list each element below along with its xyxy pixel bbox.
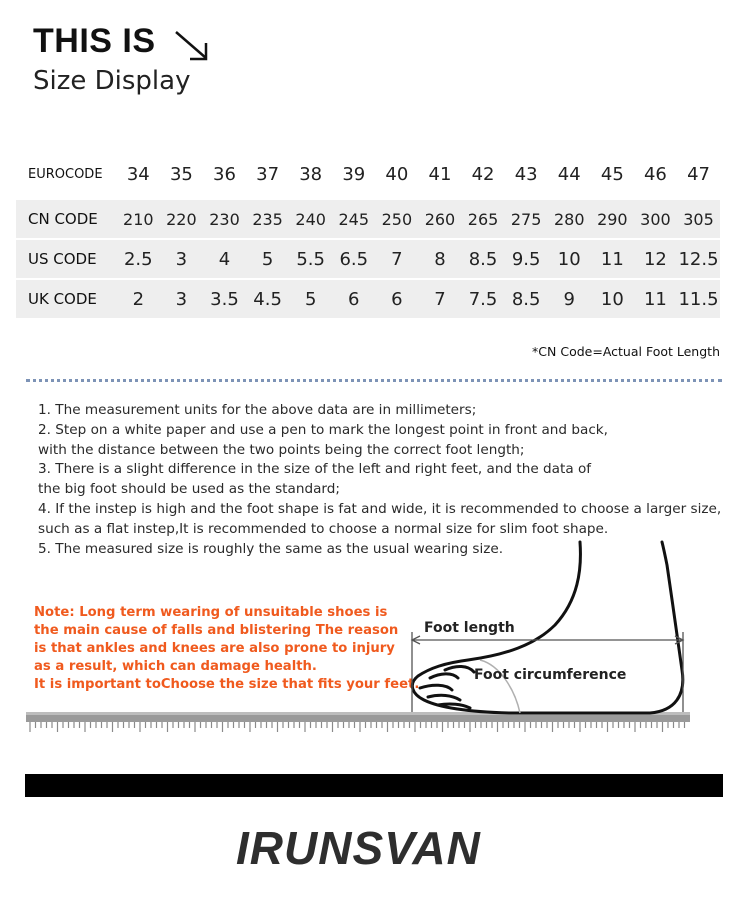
table-row [16,240,720,278]
size-cell: 10 [600,288,624,310]
size-cell: 9.5 [511,248,541,270]
size-cell: 12.5 [678,248,719,270]
size-cell: 210 [123,209,154,229]
row-label: CN CODE [28,210,98,228]
size-cell: 275 [510,209,542,229]
size-cell: 3 [175,288,188,310]
measurement-instructions [38,401,722,559]
foot-circumference-label: Foot circumference [474,667,627,683]
size-cell: 7.5 [468,288,498,310]
size-cell: 4 [218,248,231,270]
size-cell: 6.5 [339,248,369,270]
size-cell: 265 [467,209,499,229]
size-cell: 5.5 [296,248,325,270]
size-cell: 35 [169,163,193,185]
size-cell: 280 [553,209,585,229]
row-label: EUROCODE [28,166,103,182]
size-cell: 2.5 [123,248,153,270]
size-cell: 245 [338,209,370,229]
size-cell: 230 [209,209,240,229]
size-cell: 220 [166,209,197,229]
size-cell: 10 [557,248,581,270]
size-cell: 12 [643,248,667,270]
size-cell: 290 [597,209,628,229]
ruler-icon [26,712,690,732]
warning-line: is that ankles and knees are also prone to injury [34,641,395,657]
size-cell: 38 [299,163,323,185]
size-cell: 250 [381,209,413,229]
size-cell: 260 [424,209,456,229]
header-title: THIS IS [33,22,156,60]
size-cell: 42 [471,163,495,185]
warning-line: Note: Long term wearing of unsuitable shoes is [34,605,388,620]
instruction-line: 1. The measurement units for the above data are in millimeters; [38,402,477,418]
header-subtitle: Size Display [33,66,191,96]
size-cell: 36 [213,163,236,185]
brand-logo-text: IRUNSVAN [236,822,481,872]
size-cell: 8.5 [468,248,498,270]
instruction-line: the big foot should be used as the standard; [38,481,340,498]
size-cell: 11 [600,248,624,270]
table-row [16,150,720,198]
size-cell: 11 [643,288,667,310]
instruction-line: 5. The measured size is roughly the same as the usual wearing size. [38,540,504,557]
size-cell: 3 [175,248,188,270]
instruction-line: such as a flat instep,It is recommended to choose a normal size for slim foot shape. [38,520,609,537]
size-chart-table [16,150,720,320]
size-cell: 43 [514,163,538,185]
size-cell: 7 [391,248,403,270]
foot-length-label: Foot length [424,620,515,636]
cn-code-note: *CN Code=Actual Foot Length [532,344,720,359]
instruction-line: 3. There is a slight difference in the size of the left and right feet, and the data of [38,461,592,478]
warning-line: It is important toChoose the size that fits your feet. [34,677,420,693]
size-cell: 41 [428,163,452,185]
size-cell: 46 [643,163,667,185]
row-label: UK CODE [28,290,97,308]
size-cell: 4.5 [253,288,282,310]
size-cell: 34 [126,163,150,185]
size-cell: 300 [640,209,671,229]
size-cell: 6 [391,288,403,310]
brand-logo [236,822,526,872]
size-cell: 8 [434,248,446,270]
size-cell: 3.5 [210,288,239,310]
divider-bar [25,774,723,797]
instruction-line: 4. If the instep is high and the foot shape is fat and wide, it is recommended to choose a larger size, [38,500,722,517]
size-cell: 11.5 [678,288,719,310]
health-warning [34,604,420,694]
size-cell: 37 [256,163,280,185]
size-cell: 2 [132,288,145,310]
instruction-line: 2. Step on a white paper and use a pen to mark the longest point in front and back, [38,421,608,438]
warning-line: as a result, which can damage health. [34,659,317,675]
size-cell: 5 [261,248,274,270]
size-cell: 44 [557,163,581,185]
dotted-divider [26,379,722,382]
row-label: US CODE [28,250,97,268]
size-cell: 6 [348,288,360,310]
table-row [16,280,720,318]
size-cell: 9 [563,288,575,310]
size-cell: 8.5 [511,288,541,310]
size-cell: 45 [600,163,624,185]
instruction-line: with the distance between the two points being the correct foot length; [38,441,525,458]
size-cell: 47 [687,163,710,185]
size-cell: 235 [252,209,283,229]
table-row [16,200,720,238]
size-cell: 240 [295,209,326,229]
warning-line: the main cause of falls and blistering The reason [34,623,399,639]
size-cell: 305 [683,209,714,229]
size-cell: 40 [385,163,409,185]
size-cell: 39 [342,163,366,185]
size-cell: 5 [304,288,317,310]
size-cell: 7 [434,288,446,310]
arrow-down-right-icon [172,28,212,64]
